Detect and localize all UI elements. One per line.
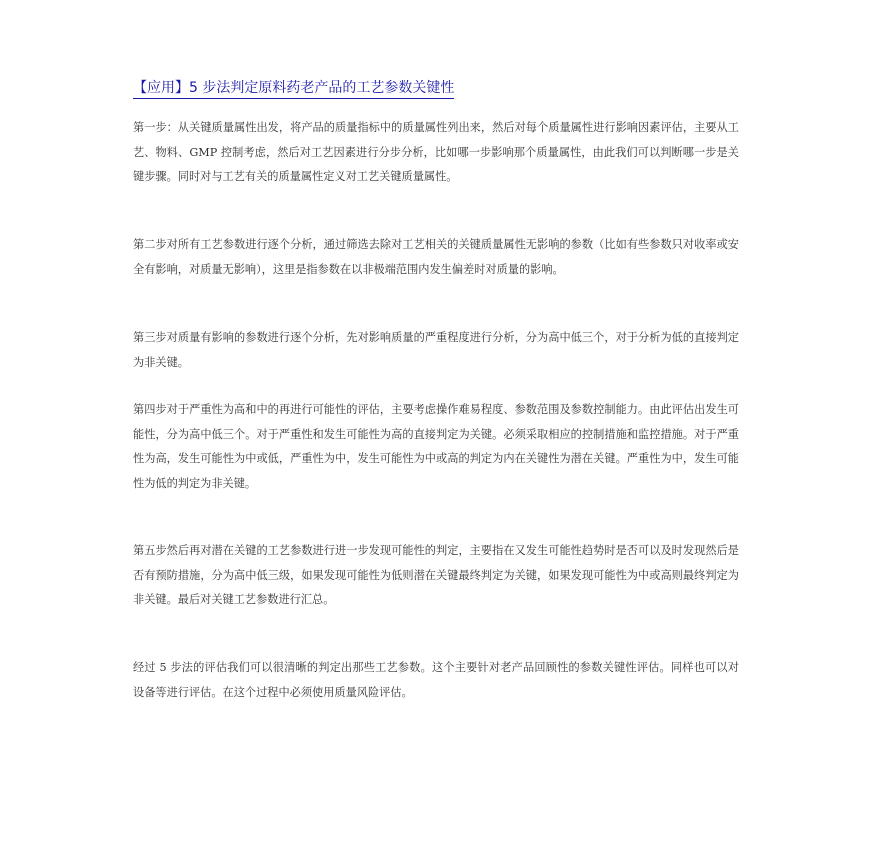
paragraph-step-4: 第四步对于严重性为高和中的再进行可能性的评估，主要考虑操作难易程度、参数范围及参数控制能力。由此评估出发生可能性，分为高中低三个。对于严重性和发生可能性为高的直接判定为关键。必须采取相应的控制措施和监控措施。对于严重性为高，发生可能性为中或低，严重性为中，发生可能性为中或高的判定为内在关键性为潜在关键。严重性为中，发生可能性为低的判定为非关键。: [133, 403, 739, 490]
article-title-link[interactable]: 【应用】5 步法判定原料药老产品的工艺参数关键性: [133, 78, 454, 99]
paragraph-step-3: 第三步对质量有影响的参数进行逐个分析，先对影响质量的严重程度进行分析，分为高中低三个，对于分析为低的直接判定为非关键。: [133, 331, 739, 369]
paragraph-step-5: 第五步然后再对潜在关键的工艺参数进行进一步发现可能性的判定，主要指在又发生可能性趋势时是否可以及时发现然后是否有预防措施，分为高中低三级，如果发现可能性为低则潜在关键最终判定为关键，如果发现可能性为中或高则最终判定为非关键。最后对关键工艺参数进行汇总。: [133, 544, 739, 607]
paragraph-summary: 经过 5 步法的评估我们可以很清晰的判定出那些工艺参数。这个主要针对老产品回顾性的参数关键性评估。同样也可以对设备等进行评估。在这个过程中必须使用质量风险评估。: [133, 661, 739, 699]
paragraph-step-2: 第二步对所有工艺参数进行逐个分析，通过筛选去除对工艺相关的关键质量属性无影响的参数（比如有些参数只对收率或安全有影响，对质量无影响），这里是指参数在以非极端范围内发生偏差时对质量的影响。: [133, 238, 739, 276]
paragraph-step-1: 第一步：从关键质量属性出发，将产品的质量指标中的质量属性列出来，然后对每个质量属性进行影响因素评估，主要从工艺、物料、GMP 控制考虑，然后对工艺因素进行分步分析，比如哪一步影响那个质量属性，由此我们可以判断哪一步是关键步骤。同时对与工艺有关的质量属性定义对工艺关键质量属性。: [133, 121, 739, 184]
